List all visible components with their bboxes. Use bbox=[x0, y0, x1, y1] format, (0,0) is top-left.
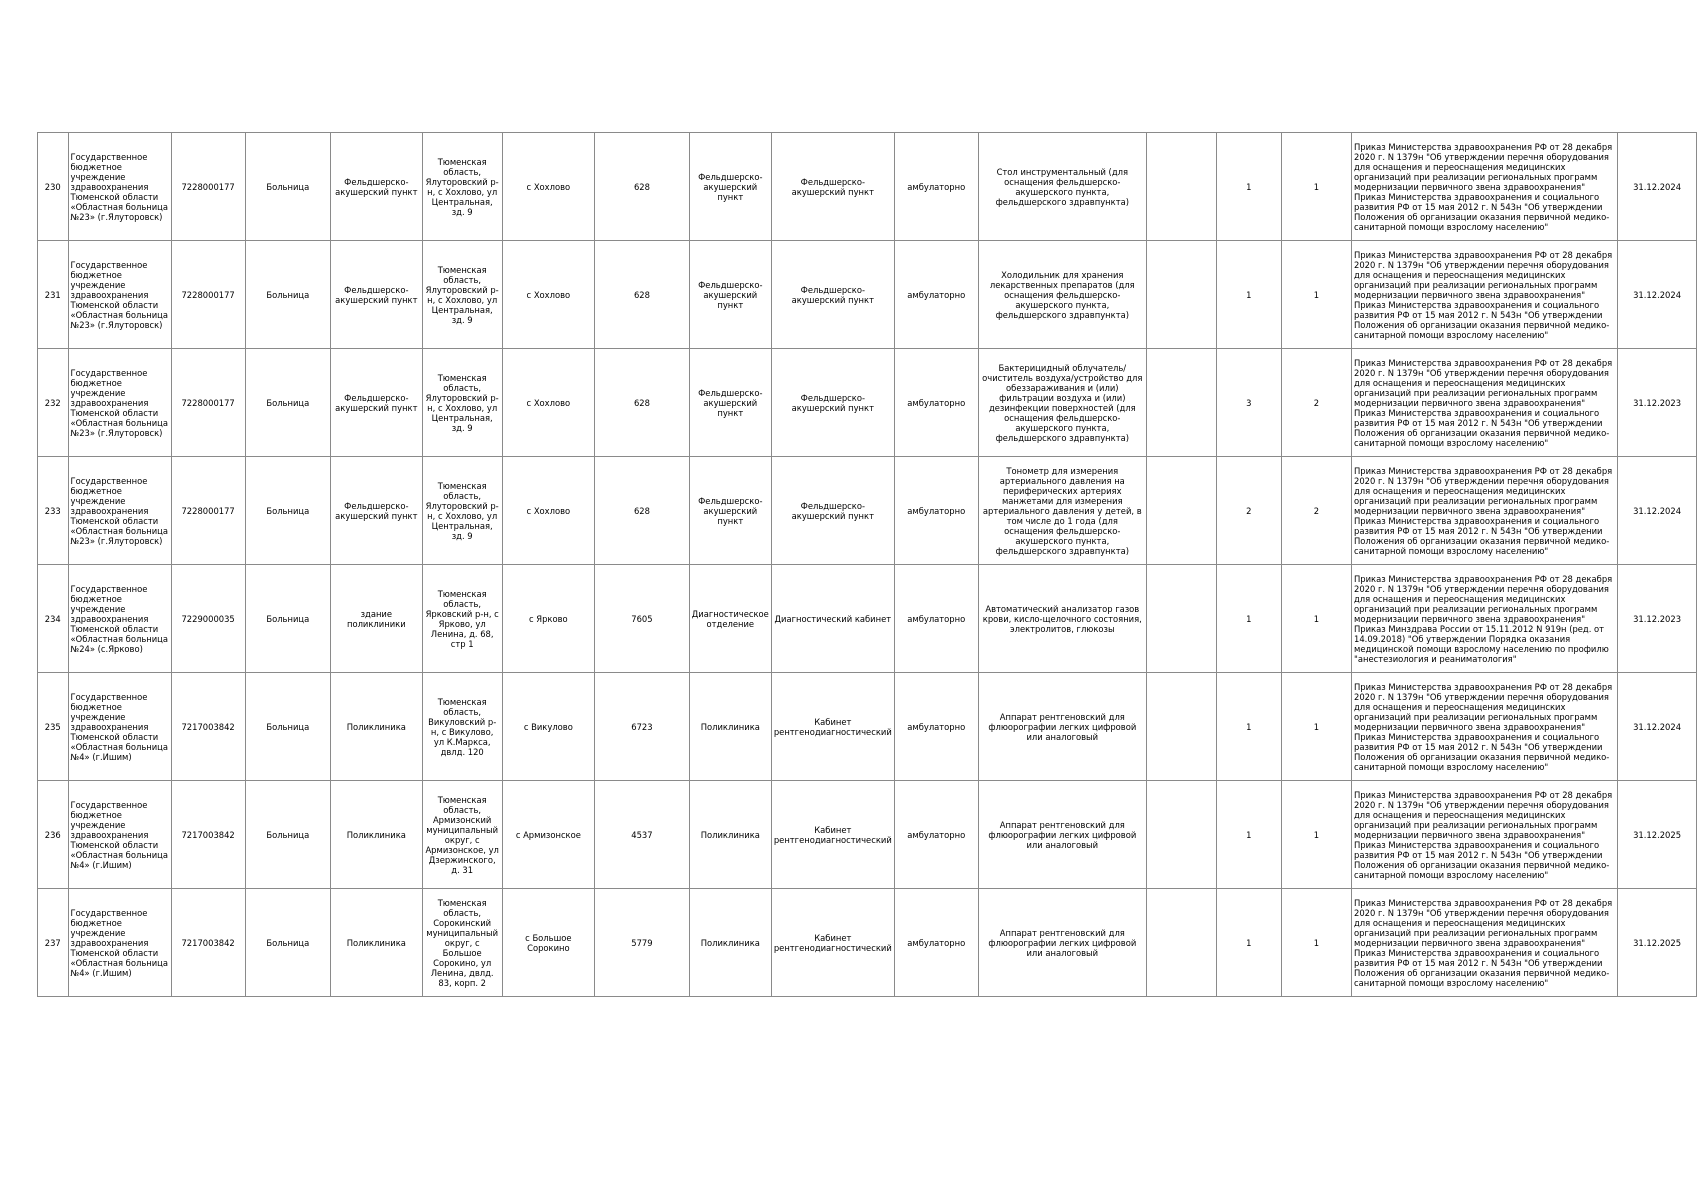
locality-cell: с Хохлово bbox=[502, 349, 595, 457]
empty-cell bbox=[1146, 673, 1216, 781]
table-row bbox=[38, 349, 1697, 457]
population-cell: 628 bbox=[595, 457, 690, 565]
room-cell: Фельдшерско-акушерский пункт bbox=[771, 457, 894, 565]
legal-basis-cell: Приказ Министерства здравоохранения РФ от 28 декабря 2020 г. N 1379н "Об утверждении перечня оборудования для оснащения и переоснащения медицинских организаций при реализации региональных программ модернизации первичного звена здравоохранения" Приказ Министерства здравоохранения и социального развития РФ от 15 мая 2012 г. N 543н "Об утверждении Положения об организации оказания первичной медико-санитарной помощи взрослому населению" bbox=[1352, 457, 1618, 565]
locality-cell: с Хохлово bbox=[502, 241, 595, 349]
department-cell: Фельдшерско-акушерский пункт bbox=[689, 133, 771, 241]
care-conditions-cell: амбулаторно bbox=[894, 241, 978, 349]
organization-cell: Государственное бюджетное учреждение здравоохранения Тюменской области «Областная больница №23» (г.Ялуторовск) bbox=[68, 349, 171, 457]
table-row bbox=[38, 565, 1697, 673]
facility-type-cell: Больница bbox=[245, 565, 330, 673]
room-cell: Фельдшерско-акушерский пункт bbox=[771, 133, 894, 241]
facility-type-cell: Больница bbox=[245, 457, 330, 565]
deadline-date-cell: 31.12.2024 bbox=[1618, 241, 1697, 349]
address-cell: Тюменская область, Ялуторовский р-н, с Хохлово, ул Центральная, зд. 9 bbox=[422, 349, 502, 457]
empty-cell bbox=[1146, 241, 1216, 349]
locality-cell: с Ярково bbox=[502, 565, 595, 673]
address-cell: Тюменская область, Викуловский р-н, с Викулово, ул К.Маркса, двлд. 120 bbox=[422, 673, 502, 781]
row-number-cell: 230 bbox=[38, 133, 69, 241]
organization-cell: Государственное бюджетное учреждение здравоохранения Тюменской области «Областная больница №4» (г.Ишим) bbox=[68, 673, 171, 781]
quantity-required-cell: 1 bbox=[1216, 565, 1281, 673]
legal-basis-cell: Приказ Министерства здравоохранения РФ от 28 декабря 2020 г. N 1379н "Об утверждении перечня оборудования для оснащения и переоснащения медицинских организаций при реализации региональных программ модернизации первичного звена здравоохранения" Приказ Министерства здравоохранения и социального развития РФ от 15 мая 2012 г. N 543н "Об утверждении Положения об организации оказания первичной медико-санитарной помощи взрослому населению" bbox=[1352, 889, 1618, 997]
empty-cell bbox=[1146, 889, 1216, 997]
address-cell: Тюменская область, Ярковский р-н, с Ярково, ул Ленина, д. 68, стр 1 bbox=[422, 565, 502, 673]
department-cell: Фельдшерско-акушерский пункт bbox=[689, 241, 771, 349]
quantity-planned-cell: 1 bbox=[1281, 241, 1351, 349]
row-number-cell: 237 bbox=[38, 889, 69, 997]
legal-basis-cell: Приказ Министерства здравоохранения РФ от 28 декабря 2020 г. N 1379н "Об утверждении перечня оборудования для оснащения и переоснащения медицинских организаций при реализации региональных программ модернизации первичного звена здравоохранения" Приказ Министерства здравоохранения и социального развития РФ от 15 мая 2012 г. N 543н "Об утверждении Положения об организации оказания первичной медико-санитарной помощи взрослому населению" bbox=[1352, 781, 1618, 889]
care-conditions-cell: амбулаторно bbox=[894, 133, 978, 241]
quantity-planned-cell: 1 bbox=[1281, 565, 1351, 673]
structural-unit-cell: Поликлиника bbox=[330, 889, 422, 997]
inn-cell: 7217003842 bbox=[171, 889, 245, 997]
structural-unit-cell: здание поликлиники bbox=[330, 565, 422, 673]
equipment-table bbox=[37, 132, 1697, 997]
care-conditions-cell: амбулаторно bbox=[894, 349, 978, 457]
quantity-planned-cell: 1 bbox=[1281, 889, 1351, 997]
department-cell: Поликлиника bbox=[689, 673, 771, 781]
equipment-name-cell: Аппарат рентгеновский для флюорографии легких цифровой или аналоговый bbox=[978, 673, 1146, 781]
room-cell: Кабинет рентгенодиагностический bbox=[771, 889, 894, 997]
address-cell: Тюменская область, Армизонский муниципальный округ, с Армизонское, ул Дзержинского, д. 31 bbox=[422, 781, 502, 889]
legal-basis-cell: Приказ Министерства здравоохранения РФ от 28 декабря 2020 г. N 1379н "Об утверждении перечня оборудования для оснащения и переоснащения медицинских организаций при реализации региональных программ модернизации первичного звена здравоохранения" Приказ Министерства здравоохранения и социального развития РФ от 15 мая 2012 г. N 543н "Об утверждении Положения об организации оказания первичной медико-санитарной помощи взрослому населению" bbox=[1352, 241, 1618, 349]
legal-basis-cell: Приказ Министерства здравоохранения РФ от 28 декабря 2020 г. N 1379н "Об утверждении перечня оборудования для оснащения и переоснащения медицинских организаций при реализации региональных программ модернизации первичного звена здравоохранения" Приказ Министерства здравоохранения и социального развития РФ от 15 мая 2012 г. N 543н "Об утверждении Положения об организации оказания первичной медико-санитарной помощи взрослому населению" bbox=[1352, 673, 1618, 781]
deadline-date-cell: 31.12.2023 bbox=[1618, 349, 1697, 457]
structural-unit-cell: Поликлиника bbox=[330, 781, 422, 889]
row-number-cell: 232 bbox=[38, 349, 69, 457]
deadline-date-cell: 31.12.2024 bbox=[1618, 673, 1697, 781]
locality-cell: с Хохлово bbox=[502, 457, 595, 565]
table-row bbox=[38, 781, 1697, 889]
care-conditions-cell: амбулаторно bbox=[894, 673, 978, 781]
row-number-cell: 233 bbox=[38, 457, 69, 565]
quantity-required-cell: 2 bbox=[1216, 457, 1281, 565]
quantity-required-cell: 1 bbox=[1216, 241, 1281, 349]
population-cell: 628 bbox=[595, 241, 690, 349]
table-row bbox=[38, 673, 1697, 781]
quantity-required-cell: 3 bbox=[1216, 349, 1281, 457]
inn-cell: 7217003842 bbox=[171, 673, 245, 781]
equipment-name-cell: Бактерицидный облучатель/очиститель воздуха/устройство для обеззараживания и (или) фильтрации воздуха и (или) дезинфекции поверхностей (для оснащения фельдшерско-акушерского пункта, фельдшерского здравпункта) bbox=[978, 349, 1146, 457]
table-row bbox=[38, 241, 1697, 349]
equipment-name-cell: Аппарат рентгеновский для флюорографии легких цифровой или аналоговый bbox=[978, 889, 1146, 997]
document-page bbox=[37, 132, 1697, 997]
locality-cell: с Большое Сорокино bbox=[502, 889, 595, 997]
population-cell: 628 bbox=[595, 349, 690, 457]
care-conditions-cell: амбулаторно bbox=[894, 781, 978, 889]
legal-basis-cell: Приказ Министерства здравоохранения РФ от 28 декабря 2020 г. N 1379н "Об утверждении перечня оборудования для оснащения и переоснащения медицинских организаций при реализации региональных программ модернизации первичного звена здравоохранения" Приказ Министерства здравоохранения и социального развития РФ от 15 мая 2012 г. N 543н "Об утверждении Положения об организации оказания первичной медико-санитарной помощи взрослому населению" bbox=[1352, 349, 1618, 457]
room-cell: Диагностический кабинет bbox=[771, 565, 894, 673]
room-cell: Кабинет рентгенодиагностический bbox=[771, 673, 894, 781]
department-cell: Фельдшерско-акушерский пункт bbox=[689, 349, 771, 457]
department-cell: Фельдшерско-акушерский пункт bbox=[689, 457, 771, 565]
facility-type-cell: Больница bbox=[245, 349, 330, 457]
structural-unit-cell: Фельдшерско-акушерский пункт bbox=[330, 241, 422, 349]
quantity-required-cell: 1 bbox=[1216, 673, 1281, 781]
empty-cell bbox=[1146, 349, 1216, 457]
room-cell: Фельдшерско-акушерский пункт bbox=[771, 241, 894, 349]
room-cell: Кабинет рентгенодиагностический bbox=[771, 781, 894, 889]
row-number-cell: 231 bbox=[38, 241, 69, 349]
inn-cell: 7229000035 bbox=[171, 565, 245, 673]
empty-cell bbox=[1146, 133, 1216, 241]
quantity-planned-cell: 2 bbox=[1281, 457, 1351, 565]
empty-cell bbox=[1146, 565, 1216, 673]
facility-type-cell: Больница bbox=[245, 133, 330, 241]
facility-type-cell: Больница bbox=[245, 889, 330, 997]
structural-unit-cell: Поликлиника bbox=[330, 673, 422, 781]
equipment-name-cell: Автоматический анализатор газов крови, кисло-щелочного состояния, электролитов, глюкозы bbox=[978, 565, 1146, 673]
department-cell: Диагностическое отделение bbox=[689, 565, 771, 673]
quantity-required-cell: 1 bbox=[1216, 889, 1281, 997]
population-cell: 7605 bbox=[595, 565, 690, 673]
row-number-cell: 236 bbox=[38, 781, 69, 889]
quantity-planned-cell: 2 bbox=[1281, 349, 1351, 457]
deadline-date-cell: 31.12.2023 bbox=[1618, 565, 1697, 673]
quantity-required-cell: 1 bbox=[1216, 133, 1281, 241]
inn-cell: 7228000177 bbox=[171, 133, 245, 241]
address-cell: Тюменская область, Ялуторовский р-н, с Хохлово, ул Центральная, зд. 9 bbox=[422, 241, 502, 349]
quantity-required-cell: 1 bbox=[1216, 781, 1281, 889]
table-row bbox=[38, 889, 1697, 997]
equipment-name-cell: Тонометр для измерения артериального давления на периферических артериях манжетами для измерения артериального давления у детей, в том числе до 1 года (для оснащения фельдшерско-акушерского пункта, фельдшерского здравпункта) bbox=[978, 457, 1146, 565]
deadline-date-cell: 31.12.2025 bbox=[1618, 781, 1697, 889]
locality-cell: с Хохлово bbox=[502, 133, 595, 241]
care-conditions-cell: амбулаторно bbox=[894, 889, 978, 997]
care-conditions-cell: амбулаторно bbox=[894, 565, 978, 673]
structural-unit-cell: Фельдшерско-акушерский пункт bbox=[330, 133, 422, 241]
legal-basis-cell: Приказ Министерства здравоохранения РФ от 28 декабря 2020 г. N 1379н "Об утверждении перечня оборудования для оснащения и переоснащения медицинских организаций при реализации региональных программ модернизации первичного звена здравоохранения" Приказ Министерства здравоохранения и социального развития РФ от 15 мая 2012 г. N 543н "Об утверждении Положения об организации оказания первичной медико-санитарной помощи взрослому населению" bbox=[1352, 133, 1618, 241]
structural-unit-cell: Фельдшерско-акушерский пункт bbox=[330, 457, 422, 565]
structural-unit-cell: Фельдшерско-акушерский пункт bbox=[330, 349, 422, 457]
address-cell: Тюменская область, Ялуторовский р-н, с Хохлово, ул Центральная, зд. 9 bbox=[422, 457, 502, 565]
table-row bbox=[38, 133, 1697, 241]
quantity-planned-cell: 1 bbox=[1281, 133, 1351, 241]
population-cell: 4537 bbox=[595, 781, 690, 889]
care-conditions-cell: амбулаторно bbox=[894, 457, 978, 565]
deadline-date-cell: 31.12.2025 bbox=[1618, 889, 1697, 997]
organization-cell: Государственное бюджетное учреждение здравоохранения Тюменской области «Областная больница №23» (г.Ялуторовск) bbox=[68, 457, 171, 565]
organization-cell: Государственное бюджетное учреждение здравоохранения Тюменской области «Областная больница №24» (с.Ярково) bbox=[68, 565, 171, 673]
facility-type-cell: Больница bbox=[245, 241, 330, 349]
quantity-planned-cell: 1 bbox=[1281, 781, 1351, 889]
population-cell: 5779 bbox=[595, 889, 690, 997]
legal-basis-cell: Приказ Министерства здравоохранения РФ от 28 декабря 2020 г. N 1379н "Об утверждении перечня оборудования для оснащения и переоснащения медицинских организаций при реализации региональных программ модернизации первичного звена здравоохранения" Приказ Минздрава России от 15.11.2012 N 919н (ред. от 14.09.2018) "Об утверждении Порядка оказания медицинской помощи взрослому населению по профилю "анестезиология и реаниматология" bbox=[1352, 565, 1618, 673]
inn-cell: 7217003842 bbox=[171, 781, 245, 889]
facility-type-cell: Больница bbox=[245, 673, 330, 781]
address-cell: Тюменская область, Сорокинский муниципальный округ, с Большое Сорокино, ул Ленина, двлд. 83, корп. 2 bbox=[422, 889, 502, 997]
population-cell: 6723 bbox=[595, 673, 690, 781]
room-cell: Фельдшерско-акушерский пункт bbox=[771, 349, 894, 457]
inn-cell: 7228000177 bbox=[171, 241, 245, 349]
table-body bbox=[38, 133, 1697, 997]
population-cell: 628 bbox=[595, 133, 690, 241]
empty-cell bbox=[1146, 457, 1216, 565]
organization-cell: Государственное бюджетное учреждение здравоохранения Тюменской области «Областная больница №4» (г.Ишим) bbox=[68, 781, 171, 889]
deadline-date-cell: 31.12.2024 bbox=[1618, 457, 1697, 565]
equipment-name-cell: Аппарат рентгеновский для флюорографии легких цифровой или аналоговый bbox=[978, 781, 1146, 889]
organization-cell: Государственное бюджетное учреждение здравоохранения Тюменской области «Областная больница №4» (г.Ишим) bbox=[68, 889, 171, 997]
locality-cell: с Викулово bbox=[502, 673, 595, 781]
row-number-cell: 235 bbox=[38, 673, 69, 781]
equipment-name-cell: Стол инструментальный (для оснащения фельдшерско-акушерского пункта, фельдшерского здравпункта) bbox=[978, 133, 1146, 241]
equipment-name-cell: Холодильник для хранения лекарственных препаратов (для оснащения фельдшерско-акушерского пункта, фельдшерского здравпункта) bbox=[978, 241, 1146, 349]
inn-cell: 7228000177 bbox=[171, 349, 245, 457]
deadline-date-cell: 31.12.2024 bbox=[1618, 133, 1697, 241]
department-cell: Поликлиника bbox=[689, 781, 771, 889]
organization-cell: Государственное бюджетное учреждение здравоохранения Тюменской области «Областная больница №23» (г.Ялуторовск) bbox=[68, 133, 171, 241]
inn-cell: 7228000177 bbox=[171, 457, 245, 565]
row-number-cell: 234 bbox=[38, 565, 69, 673]
empty-cell bbox=[1146, 781, 1216, 889]
department-cell: Поликлиника bbox=[689, 889, 771, 997]
address-cell: Тюменская область, Ялуторовский р-н, с Хохлово, ул Центральная, зд. 9 bbox=[422, 133, 502, 241]
quantity-planned-cell: 1 bbox=[1281, 673, 1351, 781]
facility-type-cell: Больница bbox=[245, 781, 330, 889]
table-row bbox=[38, 457, 1697, 565]
locality-cell: с Армизонское bbox=[502, 781, 595, 889]
organization-cell: Государственное бюджетное учреждение здравоохранения Тюменской области «Областная больница №23» (г.Ялуторовск) bbox=[68, 241, 171, 349]
